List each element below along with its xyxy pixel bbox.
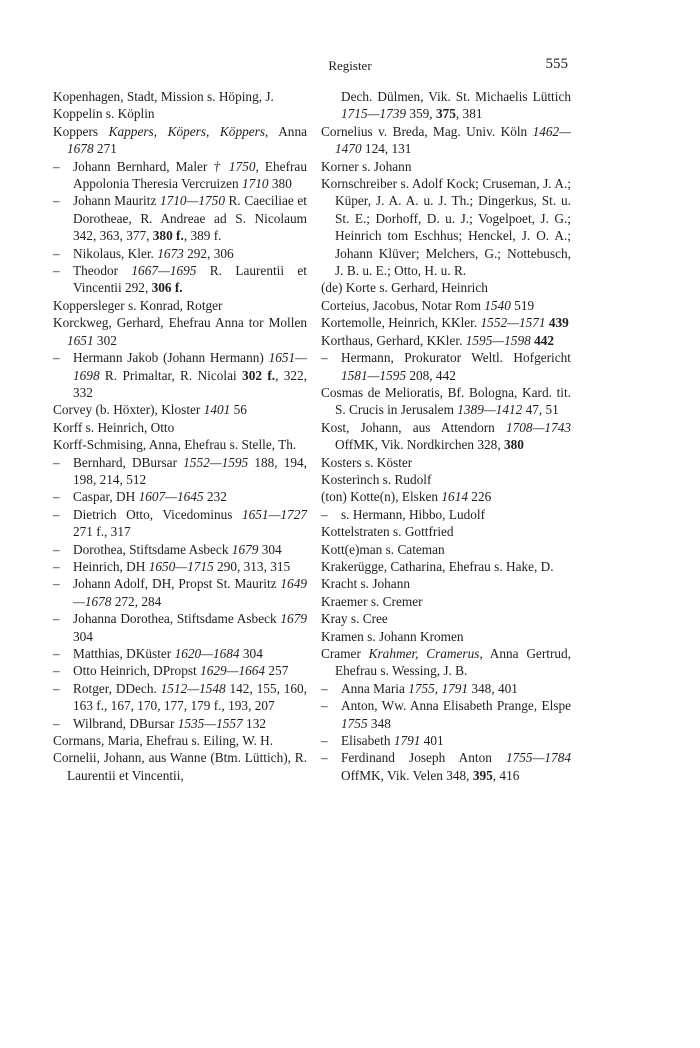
index-subentry: – Johanna Dorothea, Stiftsdame Asbeck 1679 304	[53, 611, 307, 644]
dash-marker: –	[53, 193, 60, 209]
index-entry: Kornschreiber s. Adolf Kock; Cruseman, J. A.; Küper, J. A. A. u. J. Th.; Dingerkus, St. u. St. E.; Dorhoff, D. u. J.; Vogelpoet, J. G.; Heinrich tom Eschhus; Henckel, J. O. A.; Johann Klüver; Melchers, G.; Nottebusch, J. B. u. E.; Otto, H. u. R.	[321, 176, 571, 279]
index-subentry: – Heinrich, DH 1650—1715 290, 313, 315	[53, 558, 291, 574]
dash-marker: –	[53, 576, 60, 592]
page-header	[0, 58, 700, 78]
dash-marker: –	[53, 558, 60, 574]
index-subentry: – Anna Maria 1755, 1791 348, 401	[321, 680, 518, 696]
index-subentry: – Elisabeth 1791 401	[321, 733, 444, 749]
index-entry: Koppelin s. Köplin	[53, 106, 155, 122]
index-subentry: – Hermann, Prokurator Weltl. Hofgericht 1581—1595 208, 442	[321, 350, 571, 383]
index-entry: Korff s. Heinrich, Otto	[53, 419, 175, 435]
dash-marker: –	[321, 506, 328, 522]
index-entry: Krakerügge, Catharina, Ehefrau s. Hake, D.	[321, 558, 554, 574]
index-subentry: – Dietrich Otto, Vicedominus 1651—1727 271 f., 317	[53, 506, 307, 540]
index-subentry: – Johann Mauritz 1710—1750 R. Caeciliae et Dorotheae, R. Andreae ad S. Nicolaum 342, 363, 377, 380 f., 389 f.	[53, 193, 307, 244]
index-entry: Cornelius v. Breda, Mag. Univ. Köln 1462—1470 124, 131	[321, 123, 571, 157]
index-entry: Kosters s. Köster	[321, 454, 413, 470]
dash-marker: –	[53, 715, 60, 731]
index-entry: Corteius, Jacobus, Notar Rom 1540 519	[321, 297, 535, 313]
dash-marker: –	[53, 245, 60, 261]
index-entry: Corvey (b. Höxter), Kloster 1401 56	[53, 402, 247, 418]
index-subentry: – Theodor 1667—1695 R. Laurentii et Vincentii 292, 306 f.	[53, 263, 307, 296]
dash-marker: –	[53, 680, 60, 696]
index-subentry: – Nikolaus, Kler. 1673 292, 306	[53, 245, 234, 261]
dash-marker: –	[321, 750, 328, 766]
dash-marker: –	[53, 541, 60, 557]
dash-marker: –	[53, 454, 60, 470]
index-entry: Dech. Dülmen, Vik. St. Michaelis Lüttich 1715—1739 359, 375, 381	[341, 89, 571, 122]
index-entry: Korckweg, Gerhard, Ehefrau Anna tor Mollen 1651 302	[53, 315, 307, 348]
dash-marker: –	[321, 680, 328, 696]
index-entry: Kraemer s. Cremer	[321, 593, 423, 609]
index-entry: Korff-Schmising, Anna, Ehefrau s. Stelle, Th.	[53, 437, 297, 453]
index-subentry: – Hermann Jakob (Johann Hermann) 1651—1698 R. Primaltar, R. Nicolai 302 f., 322, 332	[53, 350, 308, 400]
index-entry: Kopenhagen, Stadt, Mission s. Höping, J.	[53, 89, 274, 104]
index-subentry: – Wilbrand, DBursar 1535—1557 132	[53, 715, 267, 731]
index-entry: Korner s. Johann	[321, 158, 412, 174]
page-number: 555	[545, 56, 568, 72]
index-entry: Kray s. Cree	[321, 611, 388, 627]
index-entry: Koppersleger s. Konrad, Rotger	[53, 297, 223, 313]
index-subentry: – Bernhard, DBursar 1552—1595 188, 194, 198, 214, 512	[53, 454, 308, 487]
dash-marker: –	[53, 663, 60, 679]
dash-marker: –	[321, 350, 328, 366]
index-entry: Koppers Kappers, Köpers, Köppers, Anna 1678 271	[53, 123, 307, 157]
index-subentry: – Dorothea, Stiftsdame Asbeck 1679 304	[53, 541, 282, 557]
dash-marker: –	[321, 698, 328, 714]
left-column	[53, 88, 307, 784]
index-entry: Kottelstraten s. Gottfried	[321, 524, 454, 540]
dash-marker: –	[53, 489, 60, 505]
index-entry: Cornelii, Johann, aus Wanne (Btm. Lüttich), R. Laurentii et Vincentii,	[53, 750, 307, 783]
index-entry: Cosmas de Melioratis, Bf. Bologna, Kard. tit. S. Crucis in Jerusalem 1389—1412 47, 51	[321, 384, 571, 418]
index-entry: Kramen s. Johann Kromen	[321, 628, 464, 644]
running-title: Register	[328, 58, 372, 73]
index-entry: (de) Korte s. Gerhard, Heinrich	[321, 280, 488, 296]
index-subentry: – Otto Heinrich, DPropst 1629—1664 257	[53, 663, 289, 679]
index-entry: (ton) Kotte(n), Elsken 1614 226	[321, 489, 492, 505]
index-subentry: – Johann Bernhard, Maler † 1750, Ehefrau Appolonia Theresia Vercruizen 1710 380	[53, 158, 307, 192]
dash-marker: –	[53, 611, 60, 627]
dash-marker: –	[53, 350, 60, 366]
dash-marker: –	[53, 158, 60, 174]
index-subentry: – s. Hermann, Hibbo, Ludolf	[321, 506, 486, 522]
dash-marker: –	[53, 263, 60, 279]
index-subentry: – Caspar, DH 1607—1645 232	[53, 489, 227, 505]
dash-marker: –	[321, 733, 328, 749]
index-subentry: – Anton, Ww. Anna Elisabeth Prange, Elspe 1755 348	[321, 698, 571, 731]
index-subentry: – Matthias, DKüster 1620—1684 304	[53, 646, 263, 661]
dash-marker: –	[53, 506, 60, 522]
index-entry: Cormans, Maria, Ehefrau s. Eiling, W. H.	[53, 733, 274, 749]
index-subentry: – Johann Adolf, DH, Propst St. Mauritz 1649—1678 272, 284	[53, 576, 307, 609]
index-entry: Korthaus, Gerhard, KKler. 1595—1598 442	[321, 332, 555, 348]
index-subentry: – Rotger, DDech. 1512—1548 142, 155, 160, 163 f., 167, 170, 177, 179 f., 193, 207	[53, 680, 307, 714]
index-entry: Kost, Johann, aus Attendorn 1708—1743 OffMK, Vik. Nordkirchen 328, 380	[321, 419, 571, 453]
right-column	[321, 88, 571, 784]
index-entry: Cramer Krahmer, Cramerus, Anna Gertrud, Ehefrau s. Wessing, J. B.	[321, 646, 571, 679]
index-entry: Kortemolle, Heinrich, KKler. 1552—1571 439	[321, 315, 569, 331]
index-entry: Kosterinch s. Rudolf	[321, 471, 432, 487]
index-entry: Kracht s. Johann	[321, 576, 410, 592]
index-subentry: – Ferdinand Joseph Anton 1755—1784 OffMK, Vik. Velen 348, 395, 416	[321, 750, 571, 783]
index-entry: Kott(e)man s. Cateman	[321, 541, 445, 557]
dash-marker: –	[53, 646, 60, 661]
